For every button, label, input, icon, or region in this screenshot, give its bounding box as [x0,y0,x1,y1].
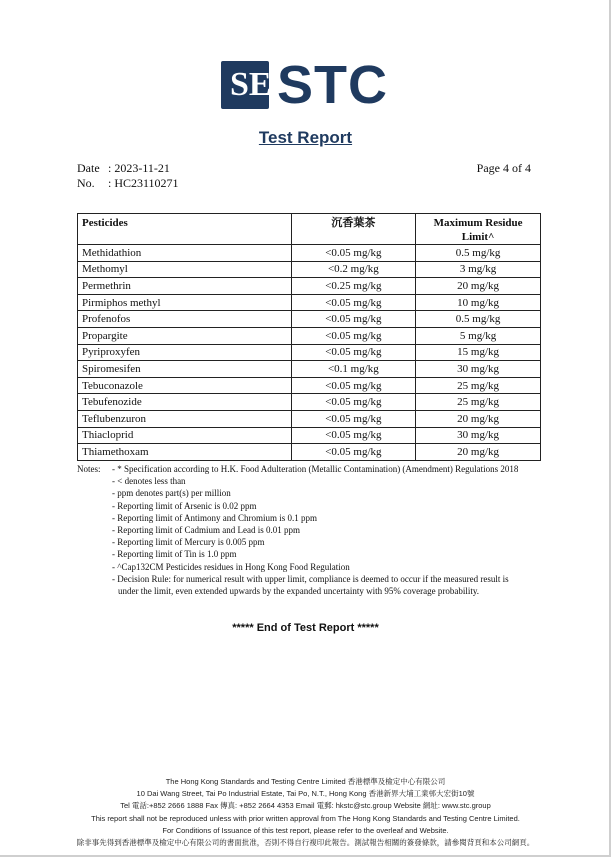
footer-line: 除非事先得到香港標準及檢定中心有限公司的書面批准，否則不得自行複印此報告。測試報告相關的簽發條款，請參閱背頁和本公司網頁。 [76,838,535,848]
header-mrl: Maximum Residue Limit^ [416,214,541,245]
note-item: - Reporting limit of Tin is 1.0 ppm [112,549,237,560]
note-item: - ^Cap132CM Pesticides residues in Hong Kong Food Regulation [112,561,350,572]
footer-line: This report shall not be reproduced unless with prior written approval from The Hong Kong Standards and Testing Centre Limited. [91,813,520,823]
table-row [78,278,541,295]
report-no-label: No. [77,176,95,190]
mrl-value: 20 mg/kg [416,278,541,295]
table-row [78,311,541,328]
pesticide-name: Tebufenozide [78,394,292,411]
results-table [77,213,541,461]
table-row [78,410,541,427]
mrl-value: 20 mg/kg [416,444,541,461]
stc-logo-mark-icon [221,61,272,109]
sample-result: <0.05 mg/kg [291,444,416,461]
sample-result: <0.05 mg/kg [291,377,416,394]
report-title: Test Report [258,128,353,147]
sample-result: <0.05 mg/kg [291,294,416,311]
pesticide-name: Teflubenzuron [78,410,292,427]
note-item: - Reporting limit of Arsenic is 0.02 ppm [112,500,257,511]
header-pesticides: Pesticides [78,214,292,245]
table-row [78,361,541,378]
mrl-value: 20 mg/kg [416,410,541,427]
mrl-value: 0.5 mg/kg [416,311,541,328]
sample-result: <0.1 mg/kg [291,361,416,378]
footer-line: The Hong Kong Standards and Testing Centre Limited 香港標準及檢定中心有限公司 [165,777,446,786]
mrl-value: 25 mg/kg [416,394,541,411]
table-row [78,444,541,461]
mrl-value: 30 mg/kg [416,427,541,444]
footer [0,776,611,849]
table-row [78,327,541,344]
footer-line: For Conditions of Issuance of this test report, please refer to the overleaf and Website. [162,825,449,835]
mrl-value: 5 mg/kg [416,327,541,344]
note-item: - Reporting limit of Mercury is 0.005 ppm [112,537,265,548]
note-item: under the limit, even extended upwards by the expanded uncertainty with 95% coverage probability. [118,586,480,597]
page-number: Page 4 of 4 [476,161,531,175]
pesticide-name: Propargite [78,327,292,344]
note-item: - Reporting limit of Cadmium and Lead is 0.01 ppm [112,525,300,536]
note-item: - < denotes less than [112,476,186,487]
table-row [78,245,541,262]
sample-result: <0.05 mg/kg [291,394,416,411]
mrl-value: 30 mg/kg [416,361,541,378]
sample-result: <0.05 mg/kg [291,311,416,328]
report-meta [77,161,179,191]
table-row [78,344,541,361]
pesticide-name: Methidathion [78,245,292,262]
mrl-value: 0.5 mg/kg [416,245,541,262]
table-row [78,294,541,311]
end-of-report: ***** End of Test Report ***** [232,622,379,634]
footer-line: Tel 電話:+852 2666 1888 Fax 傳真: +852 2664 4353 Email 電郵: hkstc@stc.group Website 網址: www.stc.group [120,801,491,811]
sample-result: <0.25 mg/kg [291,278,416,295]
pesticide-name: Pyriproxyfen [78,344,292,361]
sample-result: <0.05 mg/kg [291,344,416,361]
mrl-value: 10 mg/kg [416,294,541,311]
logo-mark-letters: SE [230,66,272,103]
table-row [78,377,541,394]
pesticide-name: Profenofos [78,311,292,328]
sample-result: <0.05 mg/kg [291,410,416,427]
header-sample: 沉香葉茶 [291,214,416,245]
mrl-value: 3 mg/kg [416,261,541,278]
date-label: Date [77,161,100,175]
pesticide-name: Tebuconazole [78,377,292,394]
pesticide-name: Thiamethoxam [78,444,292,461]
sample-result: <0.2 mg/kg [291,261,416,278]
note-item: - Decision Rule: for numerical result with upper limit, compliance is deemed to occur if the measured result is [112,573,509,584]
sample-result: <0.05 mg/kg [291,427,416,444]
note-item: - * Specification according to H.K. Food Adulteration (Metallic Contamination) (Amendment) Regulations 2018 [112,464,519,474]
table-row [78,394,541,411]
date-value: : 2023-11-21 [108,161,170,175]
report-no-value: : HC23110271 [108,176,179,190]
pesticide-name: Pirmiphos methyl [78,294,292,311]
table-row [78,427,541,444]
pesticide-name: Permethrin [78,278,292,295]
pesticide-name: Methomyl [78,261,292,278]
note-item: - ppm denotes part(s) per million [112,488,231,499]
note-item: - Reporting limit of Antimony and Chromium is 0.1 ppm [112,512,317,523]
sample-result: <0.05 mg/kg [291,245,416,262]
mrl-value: 25 mg/kg [416,377,541,394]
pesticide-name: Spiromesifen [78,361,292,378]
table-header-row [78,214,541,245]
pesticide-name: Thiacloprid [78,427,292,444]
sample-result: <0.05 mg/kg [291,327,416,344]
notes-label: Notes: [77,464,101,474]
footer-line: 10 Dai Wang Street, Tai Po Industrial Estate, Tai Po, N.T., Hong Kong 香港新界大埔工業邨大宏街10號 [136,789,475,799]
table-row [78,261,541,278]
logo-text: STC [277,55,388,115]
mrl-value: 15 mg/kg [416,344,541,361]
